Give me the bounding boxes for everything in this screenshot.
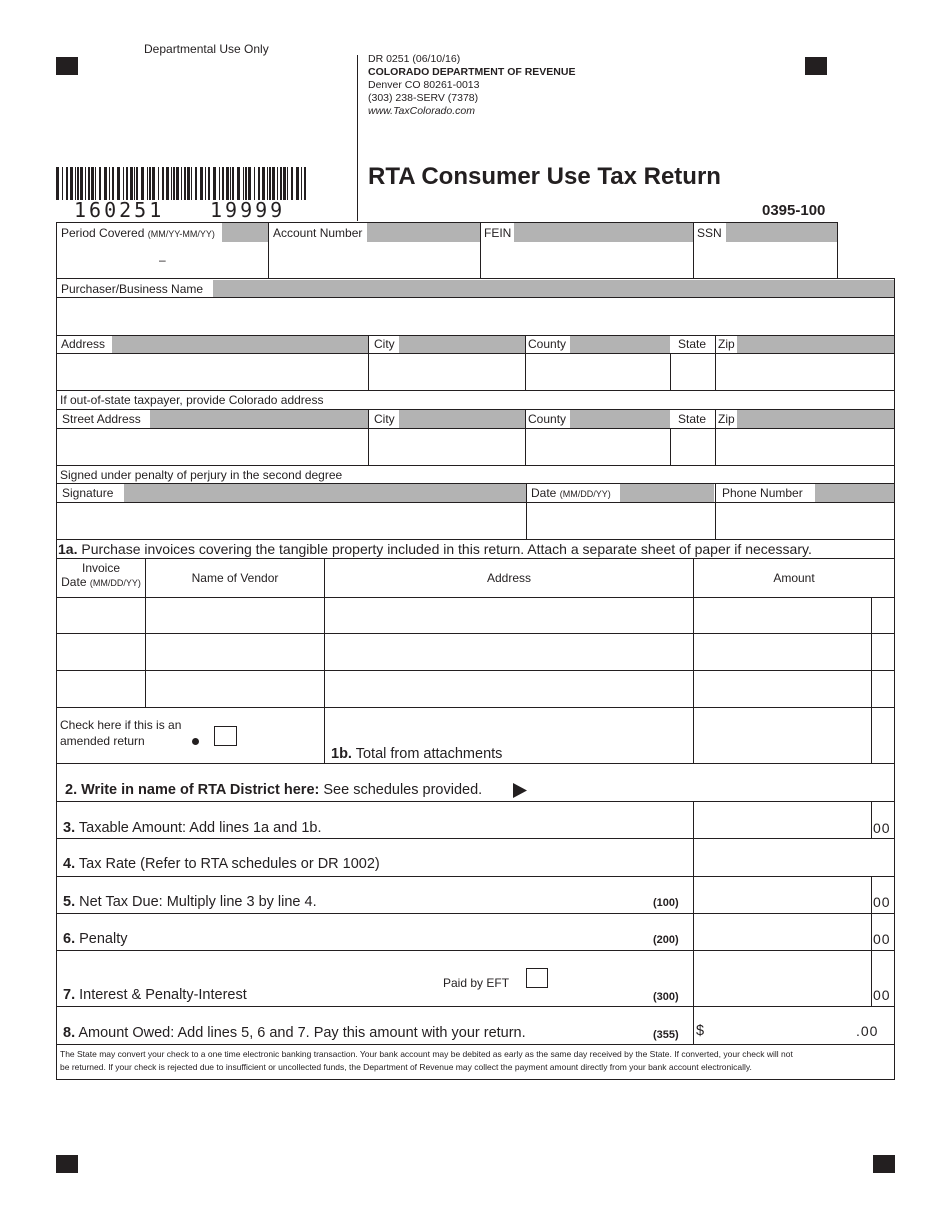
state-label: State bbox=[678, 337, 707, 351]
line-5-label: 5. Net Tax Due: Multiply line 3 by line 4. bbox=[63, 894, 317, 910]
amount-field-1[interactable] bbox=[694, 598, 871, 633]
barcode-number-2: 19999 bbox=[210, 198, 286, 222]
account-shade bbox=[367, 223, 480, 242]
invoice-date-field-3[interactable] bbox=[57, 671, 145, 707]
form-code: 0395-100 bbox=[762, 202, 826, 219]
disclaimer-line-2: be returned. If your check is rejected due to insufficient or uncollected funds, the Department of Revenue may collect the payment amount directly from your bank account electronically. bbox=[60, 1062, 752, 1072]
paid-by-eft-checkbox[interactable] bbox=[526, 968, 548, 988]
phone-shade bbox=[815, 484, 894, 502]
amount-header: Amount bbox=[773, 571, 815, 585]
zip-field-2[interactable] bbox=[716, 428, 893, 465]
registration-mark-bottom-right bbox=[873, 1155, 895, 1173]
street-address-field[interactable] bbox=[57, 428, 367, 465]
city-label-2: City bbox=[374, 412, 395, 426]
department-name: COLORADO DEPARTMENT OF REVENUE bbox=[368, 66, 576, 78]
period-shade bbox=[222, 223, 268, 242]
barcode bbox=[56, 167, 312, 201]
line-3-amount-field[interactable] bbox=[694, 802, 871, 837]
line-7-amount-field[interactable] bbox=[694, 951, 871, 1005]
street-shade bbox=[150, 410, 368, 428]
vendor-address-field-2[interactable] bbox=[325, 634, 693, 670]
county2-shade bbox=[570, 410, 670, 428]
form-id: DR 0251 (06/10/16) bbox=[368, 53, 461, 65]
phone-number-field[interactable] bbox=[716, 502, 893, 538]
phone-number-label: Phone Number bbox=[722, 486, 803, 500]
line-4-rate-field[interactable] bbox=[694, 839, 893, 875]
street-address-label: Street Address bbox=[62, 412, 141, 426]
county-field[interactable] bbox=[527, 353, 669, 389]
address-shade bbox=[112, 336, 368, 353]
date-shade bbox=[620, 484, 714, 502]
line-5-code: (100) bbox=[653, 897, 679, 909]
state-field-2[interactable] bbox=[671, 428, 714, 465]
bullet-icon bbox=[192, 738, 199, 745]
zip-label-2: Zip bbox=[718, 412, 735, 426]
amount-field-2[interactable] bbox=[694, 634, 871, 670]
vendor-header: Name of Vendor bbox=[191, 571, 279, 585]
registration-mark-top-right bbox=[805, 57, 827, 75]
signature-field[interactable] bbox=[57, 502, 525, 538]
line-8-cents: .00 bbox=[856, 1023, 879, 1039]
address-header: Address bbox=[486, 571, 532, 585]
department-city: Denver CO 80261-0013 bbox=[368, 79, 480, 91]
out-of-state-note: If out-of-state taxpayer, provide Colorado address bbox=[60, 393, 324, 407]
invoice-date-header: Invoice Date (MM/DD/YY) bbox=[61, 561, 141, 589]
zip-label: Zip bbox=[718, 337, 735, 351]
ssn-shade bbox=[726, 223, 837, 242]
zip-shade bbox=[737, 336, 894, 353]
period-covered-label: Period Covered (MM/YY-MM/YY) bbox=[61, 226, 215, 240]
line-1b-label: 1b. Total from attachments bbox=[331, 746, 503, 762]
county-label-2: County bbox=[528, 412, 567, 426]
city-shade bbox=[399, 336, 525, 353]
county-label: County bbox=[528, 337, 567, 351]
invoice-date-field-1[interactable] bbox=[57, 598, 145, 633]
form-title: RTA Consumer Use Tax Return bbox=[368, 163, 721, 190]
registration-mark-bottom-left bbox=[56, 1155, 78, 1173]
vendor-name-field-3[interactable] bbox=[146, 671, 324, 707]
line-5-amount-field[interactable] bbox=[694, 877, 871, 913]
line-6-cents: 00 bbox=[873, 931, 891, 947]
line-5-cents: 00 bbox=[873, 894, 891, 910]
zip2-shade bbox=[737, 410, 894, 428]
account-number-label: Account Number bbox=[273, 226, 363, 240]
purchaser-name-field[interactable] bbox=[57, 297, 893, 335]
date-field[interactable] bbox=[527, 502, 714, 538]
line-8-code: (355) bbox=[653, 1029, 679, 1041]
line-2-label: 2. Write in name of RTA District here: See schedules provided. bbox=[65, 782, 483, 798]
line-6-label: 6. Penalty bbox=[63, 931, 128, 947]
line-8-amount-field[interactable] bbox=[710, 1007, 850, 1043]
amended-return-label: Check here if this is an amended return bbox=[60, 718, 182, 748]
ssn-field[interactable] bbox=[694, 242, 836, 278]
state-label-2: State bbox=[678, 412, 707, 426]
perjury-note: Signed under penalty of perjury in the second degree bbox=[60, 468, 343, 482]
ssn-label: SSN bbox=[697, 226, 722, 240]
date-label: Date (MM/DD/YY) bbox=[531, 486, 611, 500]
signature-label: Signature bbox=[62, 486, 114, 500]
line-6-amount-field[interactable] bbox=[694, 914, 871, 950]
period-covered-field[interactable] bbox=[57, 242, 267, 278]
rta-district-field[interactable] bbox=[57, 764, 893, 800]
disclaimer-line-1: The State may convert your check to a one time electronic banking transaction. Your bank account may be debited as early as the same day received by the State. If converted, your check will not bbox=[60, 1049, 793, 1059]
fein-field[interactable] bbox=[481, 242, 692, 278]
vendor-name-field-1[interactable] bbox=[146, 598, 324, 633]
period-dash: – bbox=[159, 253, 166, 267]
department-website: www.TaxColorado.com bbox=[368, 105, 475, 117]
city-field-2[interactable] bbox=[370, 428, 524, 465]
amended-return-checkbox[interactable] bbox=[214, 726, 237, 746]
header-divider bbox=[357, 55, 358, 221]
barcode-number-1: 160251 bbox=[74, 198, 165, 222]
line-4-label: 4. Tax Rate (Refer to RTA schedules or DR 1002) bbox=[63, 856, 380, 872]
county-field-2[interactable] bbox=[527, 428, 669, 465]
vendor-address-field-1[interactable] bbox=[325, 598, 693, 633]
invoice-date-field-2[interactable] bbox=[57, 634, 145, 670]
city2-shade bbox=[399, 410, 525, 428]
vendor-name-field-2[interactable] bbox=[146, 634, 324, 670]
address-label: Address bbox=[61, 337, 106, 351]
line-7-label: 7. Interest & Penalty-Interest bbox=[63, 987, 247, 1003]
line-6-code: (200) bbox=[653, 934, 679, 946]
line-7-code: (300) bbox=[653, 991, 679, 1003]
vendor-address-field-3[interactable] bbox=[325, 671, 693, 707]
purchaser-name-label: Purchaser/Business Name bbox=[61, 282, 204, 296]
registration-mark-top-left bbox=[56, 57, 78, 75]
paid-by-eft-label: Paid by EFT bbox=[443, 976, 510, 990]
state-field[interactable] bbox=[671, 353, 714, 389]
city-field[interactable] bbox=[370, 353, 524, 389]
fein-label: FEIN bbox=[484, 226, 512, 240]
city-label: City bbox=[374, 337, 395, 351]
purchaser-shade bbox=[213, 280, 894, 297]
line-7-cents: 00 bbox=[873, 987, 891, 1003]
dollar-sign: $ bbox=[696, 1023, 705, 1039]
line-8-label: 8. Amount Owed: Add lines 5, 6 and 7. Pay this amount with your return. bbox=[63, 1025, 526, 1041]
line-3-cents: 00 bbox=[873, 820, 891, 836]
address-field[interactable] bbox=[57, 353, 367, 389]
zip-field[interactable] bbox=[716, 353, 893, 389]
line-3-label: 3. Taxable Amount: Add lines 1a and 1b. bbox=[63, 820, 322, 836]
amount-field-3[interactable] bbox=[694, 671, 871, 707]
department-phone: (303) 238-SERV (7378) bbox=[368, 92, 479, 104]
county-shade bbox=[570, 336, 670, 353]
line-1a-heading: 1a. Purchase invoices covering the tangible property included in this return. Attach a separate sheet of paper if necessary. bbox=[58, 541, 812, 557]
line-1b-amount-field[interactable] bbox=[694, 708, 871, 762]
departmental-use-label: Departmental Use Only bbox=[144, 42, 269, 56]
fein-shade bbox=[514, 223, 693, 242]
account-number-field[interactable] bbox=[269, 242, 479, 278]
signature-shade bbox=[124, 484, 526, 502]
